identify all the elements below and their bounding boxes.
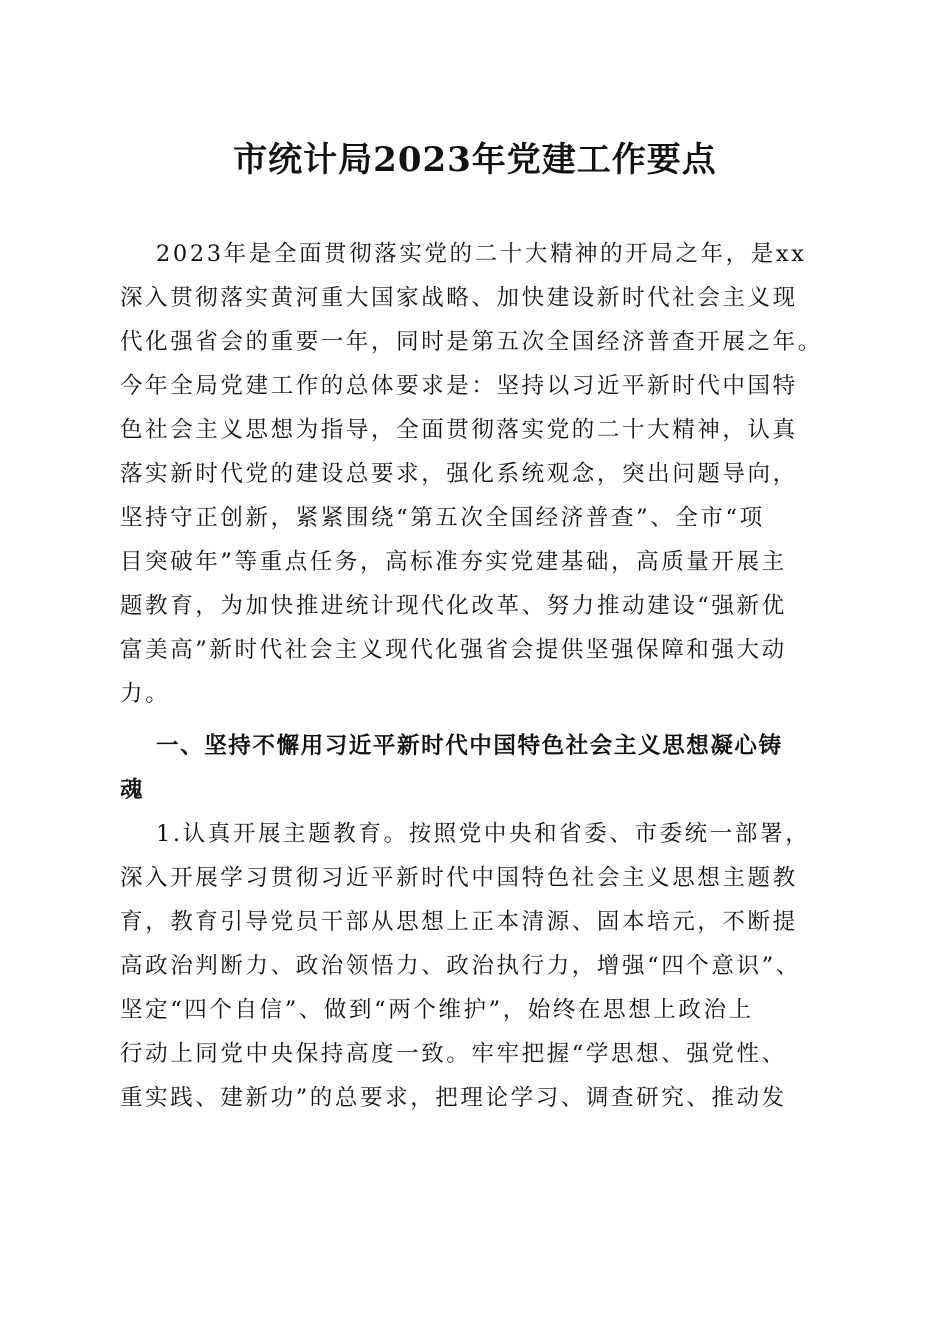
item-line: 育，教育引导党员干部从思想上正本清源、固本培元，不断提 (120, 909, 798, 935)
intro-line: 深入贯彻落实黄河重大国家战略、加快建设新时代社会主义现 (120, 285, 798, 311)
section-heading: 魂 (120, 777, 145, 803)
item-line: 坚定“四个自信”、做到“两个维护”，始终在思想上政治上 (120, 997, 754, 1023)
section-heading: 一、坚持不懈用习近平新时代中国特色社会主义思想凝心铸 (156, 733, 783, 759)
item-line: 1.认真开展主题教育。按照党中央和省委、市委统一部署， (156, 821, 811, 847)
item-line: 重实践、建新功”的总要求，把理论学习、调查研究、推动发 (120, 1085, 787, 1111)
intro-line: 今年全局党建工作的总体要求是：坚持以习近平新时代中国特 (120, 373, 798, 399)
document-title: 市统计局2023年党建工作要点 (233, 140, 717, 180)
intro-line: 代化强省会的重要一年，同时是第五次全国经济普查开展之年。 (120, 329, 823, 355)
intro-line: 目突破年”等重点任务，高标准夯实党建基础，高质量开展主 (120, 549, 787, 575)
intro-line: 富美高”新时代社会主义现代化强省会提供坚强保障和强大动 (120, 637, 787, 663)
item-line: 深入开展学习贯彻习近平新时代中国特色社会主义思想主题教 (120, 865, 798, 891)
intro-line: 色社会主义思想为指导，全面贯彻落实党的二十大精神，认真 (120, 417, 798, 443)
item-line: 行动上同党中央保持高度一致。牢牢把握“学思想、强党性、 (120, 1041, 787, 1067)
intro-line: 落实新时代党的建设总要求，强化系统观念，突出问题导向， (120, 461, 798, 487)
intro-line: 坚持守正创新，紧紧围绕“第五次全国经济普查”、全市“项 (120, 505, 765, 531)
intro-line: 2023年是全面贯彻落实党的二十大精神的开局之年，是xx (156, 241, 807, 267)
item-line: 高政治判断力、政治领悟力、政治执行力，增强“四个意识”、 (120, 953, 801, 979)
intro-line: 力。 (120, 681, 171, 707)
intro-line: 题教育，为加快推进统计现代化改革、努力推动建设“强新优 (120, 593, 787, 619)
